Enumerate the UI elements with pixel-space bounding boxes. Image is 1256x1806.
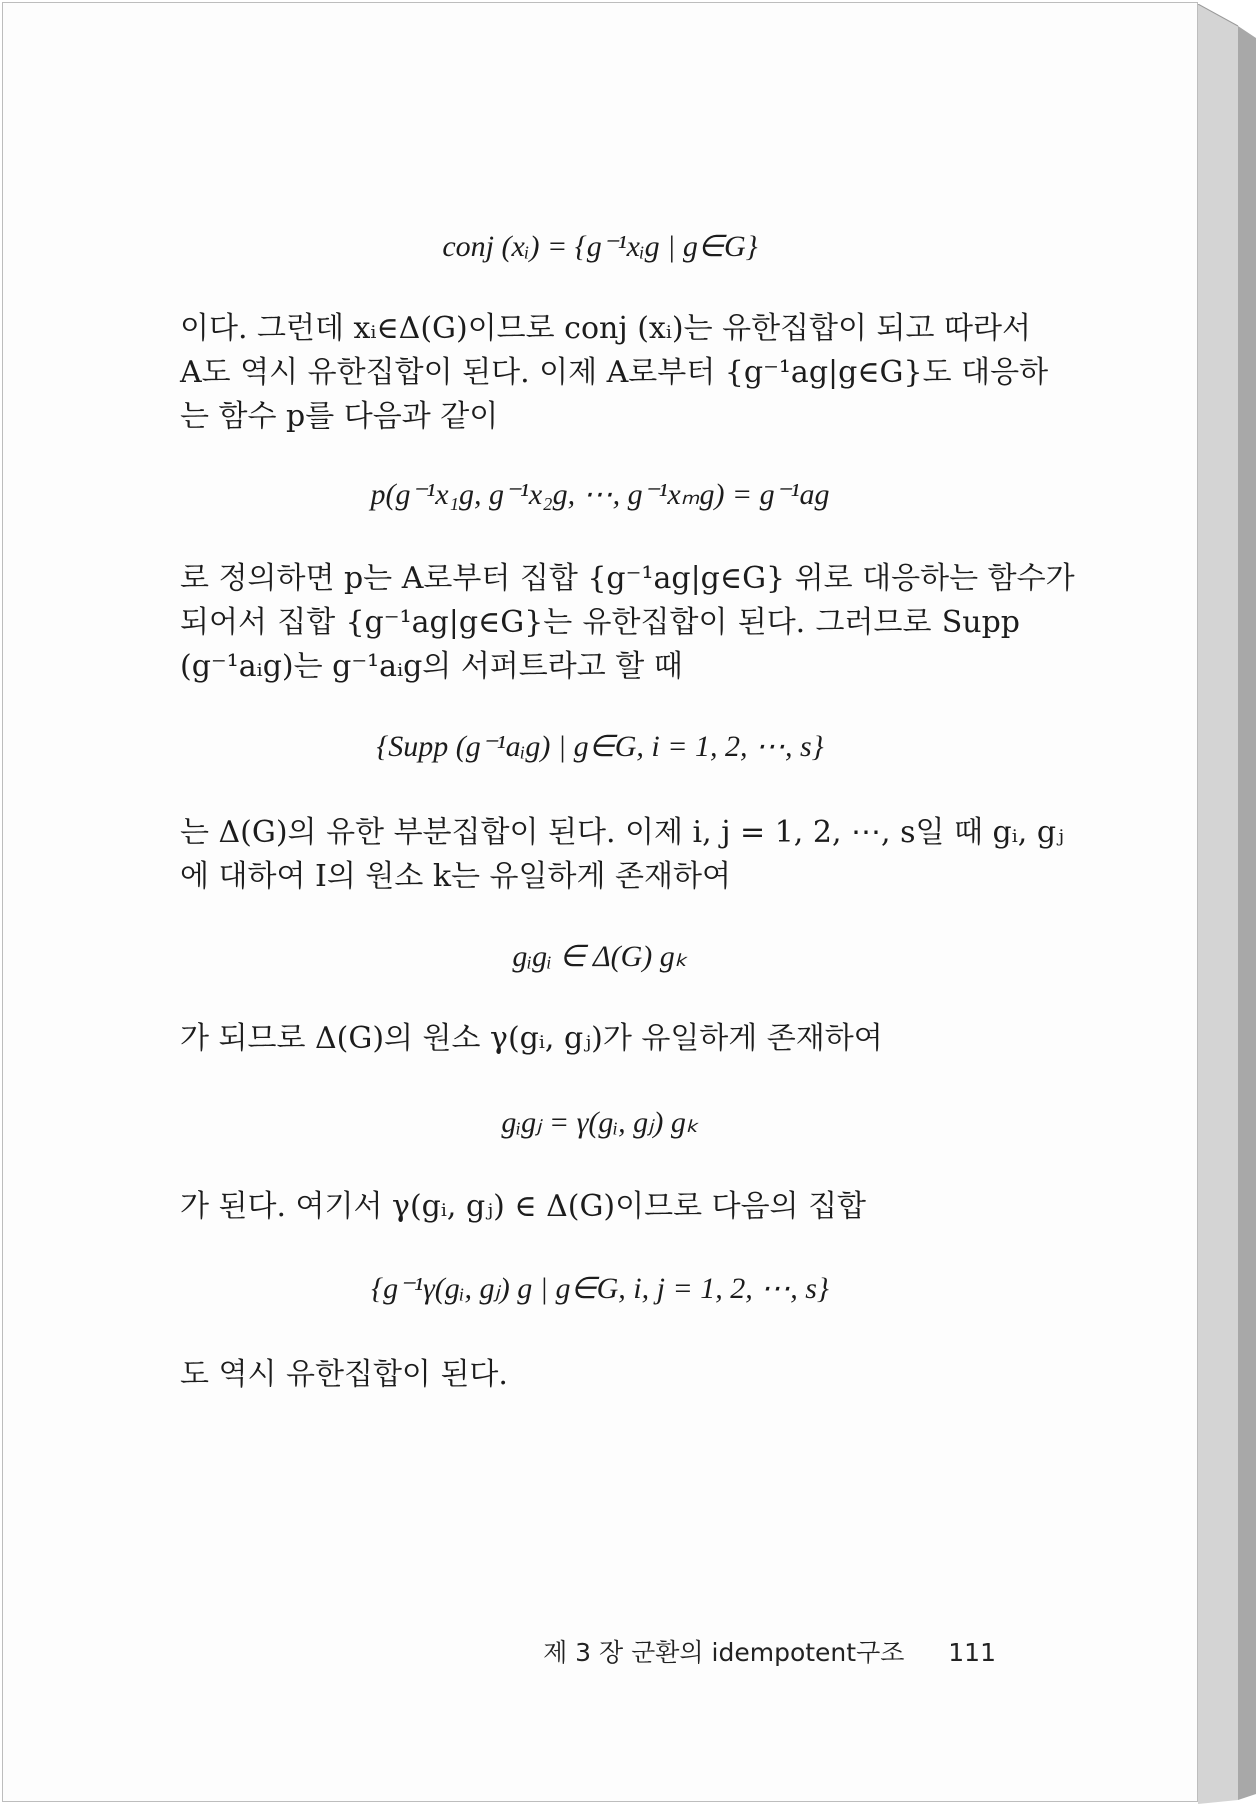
book-page	[2, 2, 1198, 1802]
body-text-line: 도 역시 유한집합이 된다.	[180, 1357, 508, 1392]
formula-function-p: p(g⁻¹x₁g, g⁻¹x₂g, ⋯, g⁻¹xₘg) = g⁻¹ag	[370, 478, 830, 511]
body-text-line: 이다. 그런데 xᵢ∈Δ(G)이므로 conj (xᵢ)는 유한집합이 되고 따라서	[180, 311, 1031, 346]
body-text-line: 는 Δ(G)의 유한 부분집합이 된다. 이제 i, j = 1, 2, ⋯, s일 때 gᵢ, gⱼ	[180, 815, 1064, 850]
body-text-line: 가 되므로 Δ(G)의 원소 γ(gᵢ, gⱼ)가 유일하게 존재하여	[180, 1021, 883, 1056]
body-text-line: 는 함수 p를 다음과 같이	[180, 399, 499, 434]
body-text-line: A도 역시 유한집합이 된다. 이제 A로부터 {g⁻¹ag|g∈G}도 대응하	[180, 355, 1049, 390]
formula-support-set: {Supp (g⁻¹aᵢg) | g∈G, i = 1, 2, ⋯, s}	[376, 730, 824, 763]
formula-gamma-product: gᵢgⱼ = γ(gᵢ, gⱼ) gₖ	[501, 1106, 699, 1139]
body-text-line: 에 대하여 I의 원소 k는 유일하게 존재하여	[180, 859, 731, 894]
formula-product-coset: gᵢgᵢ ∈ Δ(G) gₖ	[512, 940, 688, 973]
page-stack-edge	[1198, 4, 1256, 1804]
formula-conjugate-set: {g⁻¹γ(gᵢ, gⱼ) g | g∈G, i, j = 1, 2, ⋯, s}	[371, 1272, 829, 1305]
running-footer	[543, 1640, 996, 1665]
body-text-line: (g⁻¹aᵢg)는 g⁻¹aᵢg의 서퍼트라고 할 때	[180, 649, 683, 684]
body-text-line: 되어서 집합 {g⁻¹ag|g∈G}는 유한집합이 된다. 그러므로 Supp	[180, 605, 1020, 640]
body-text-line: 로 정의하면 p는 A로부터 집합 {g⁻¹ag|g∈G} 위로 대응하는 함수가	[180, 561, 1075, 596]
body-text-line: 가 된다. 여기서 γ(gᵢ, gⱼ) ∈ Δ(G)이므로 다음의 집합	[180, 1189, 867, 1224]
formula-conjugacy-class: conj (xᵢ) = {g⁻¹xᵢg | g∈G}	[442, 230, 758, 263]
page-number: 111	[948, 1638, 996, 1667]
chapter-title: 제 3 장 군환의 idempotent구조	[543, 1638, 905, 1667]
